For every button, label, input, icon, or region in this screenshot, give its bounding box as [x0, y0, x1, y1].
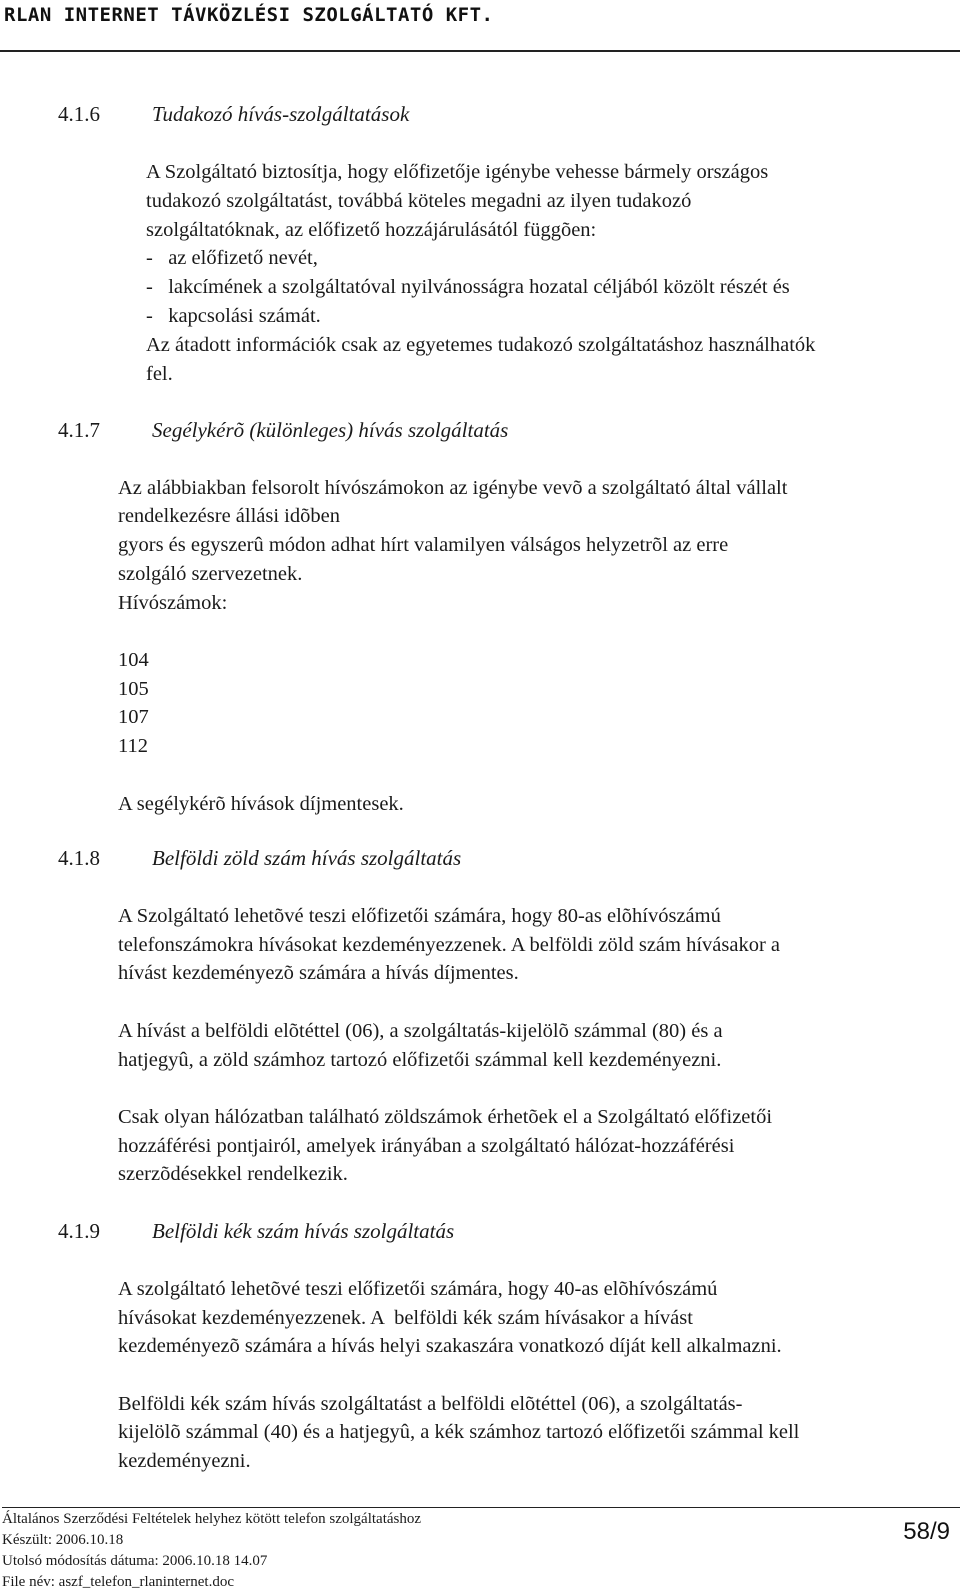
paragraph-line: hozzáférési pontjairól, amelyek irányában a szolgáltató hálózat-hozzáférési — [118, 1135, 735, 1157]
footer-created-date: Készült: 2006.10.18 — [2, 1532, 124, 1548]
paragraph-line: A szolgáltató lehetõvé teszi előfizetői számára, hogy 40-as elõhívószámú — [118, 1278, 718, 1300]
section-title-4-1-6: Tudakozó hívás-szolgáltatások — [152, 102, 410, 126]
paragraph-line: A segélykérõ hívások díjmentesek. — [118, 793, 404, 815]
emergency-number: 104 — [118, 649, 149, 671]
paragraph-line: hívásokat kezdeményezzenek. A belföldi kék szám hívásakor a hívást — [118, 1307, 693, 1329]
paragraph-line: A Szolgáltató biztosítja, hogy előfizetője igénybe vehesse bármely országos — [146, 161, 769, 183]
section-title-4-1-8: Belföldi zöld szám hívás szolgáltatás — [152, 846, 462, 870]
section-title-4-1-9: Belföldi kék szám hívás szolgáltatás — [152, 1219, 455, 1243]
paragraph-line: kijelölõ számmal (40) és a hatjegyû, a kék számhoz tartozó előfizetői számmal kell — [118, 1421, 800, 1443]
section-title-4-1-7: Segélykérõ (különleges) hívás szolgáltatás — [152, 418, 509, 442]
paragraph-line: kezdeményezõ számára a hívás helyi szakaszára vonatkozó díját kell alkalmazni. — [118, 1335, 782, 1357]
paragraph-line: Az alábbiakban felsorolt hívószámokon az igénybe vevõ a szolgáltató által vállalt — [118, 477, 788, 499]
paragraph-line: telefonszámokra hívásokat kezdeményezzenek. A belföldi zöld szám hívásakor a — [118, 934, 781, 956]
section-number-4-1-7: 4.1.7 — [58, 418, 100, 442]
footer-divider — [2, 1507, 960, 1508]
emergency-number: 105 — [118, 678, 149, 700]
paragraph-line: Hívószámok: — [118, 592, 228, 614]
paragraph-line: kezdeményezni. — [118, 1450, 251, 1472]
paragraph-line: rendelkezésre állási idõben — [118, 505, 340, 527]
paragraph-line: A Szolgáltató lehetõvé teszi előfizetői számára, hogy 80-as elõhívószámú — [118, 905, 721, 927]
paragraph-line: Az átadott információk csak az egyetemes tudakozó szolgáltatáshoz használhatók — [146, 334, 816, 356]
paragraph-line: szolgáló szervezetnek. — [118, 563, 303, 585]
section-number-4-1-8: 4.1.8 — [58, 846, 100, 870]
paragraph-line: Csak olyan hálózatban található zöldszámok érhetõek el a Szolgáltató előfizetői — [118, 1106, 773, 1128]
paragraph-line: hatjegyû, a zöld számhoz tartozó előfizetői számmal kell kezdeményezni. — [118, 1049, 722, 1071]
footer-modified-date: Utolsó módosítás dátuma: 2006.10.18 14.07 — [2, 1553, 268, 1569]
list-item: - lakcímének a szolgáltatóval nyilvánosságra hozatal céljából közölt részét és — [146, 276, 790, 298]
paragraph-line: szolgáltatóknak, az előfizető hozzájárulásától függõen: — [146, 219, 597, 241]
header-company-name: RLAN INTERNET TÁVKÖZLÉSI SZOLGÁLTATÓ KFT. — [4, 4, 494, 26]
paragraph-line: fel. — [146, 363, 173, 385]
footer-document-title: Általános Szerződési Feltételek helyhez kötött telefon szolgáltatáshoz — [2, 1511, 422, 1527]
section-number-4-1-9: 4.1.9 — [58, 1219, 100, 1243]
footer-filename: File név: aszf_telefon_rlaninternet.doc — [2, 1574, 234, 1590]
paragraph-line: hívást kezdeményezõ számára a hívás díjmentes. — [118, 962, 519, 984]
list-item: - az előfizető nevét, — [146, 247, 318, 269]
paragraph-line: Belföldi kék szám hívás szolgáltatást a belföldi elõtéttel (06), a szolgáltatás- — [118, 1393, 743, 1415]
emergency-number: 112 — [118, 735, 148, 757]
list-item: - kapcsolási számát. — [146, 305, 321, 327]
paragraph-line: A hívást a belföldi elõtéttel (06), a szolgáltatás-kijelölõ számmal (80) és a — [118, 1020, 723, 1042]
paragraph-line: szerzõdésekkel rendelkezik. — [118, 1163, 348, 1185]
section-number-4-1-6: 4.1.6 — [58, 102, 100, 126]
page-number: 58/9 — [903, 1518, 950, 1545]
paragraph-line: gyors és egyszerû módon adhat hírt valamilyen válságos helyzetrõl az erre — [118, 534, 729, 556]
paragraph-line: tudakozó szolgáltatást, továbbá köteles megadni az ilyen tudakozó — [146, 190, 692, 212]
header-divider — [0, 50, 960, 52]
emergency-number: 107 — [118, 706, 149, 728]
